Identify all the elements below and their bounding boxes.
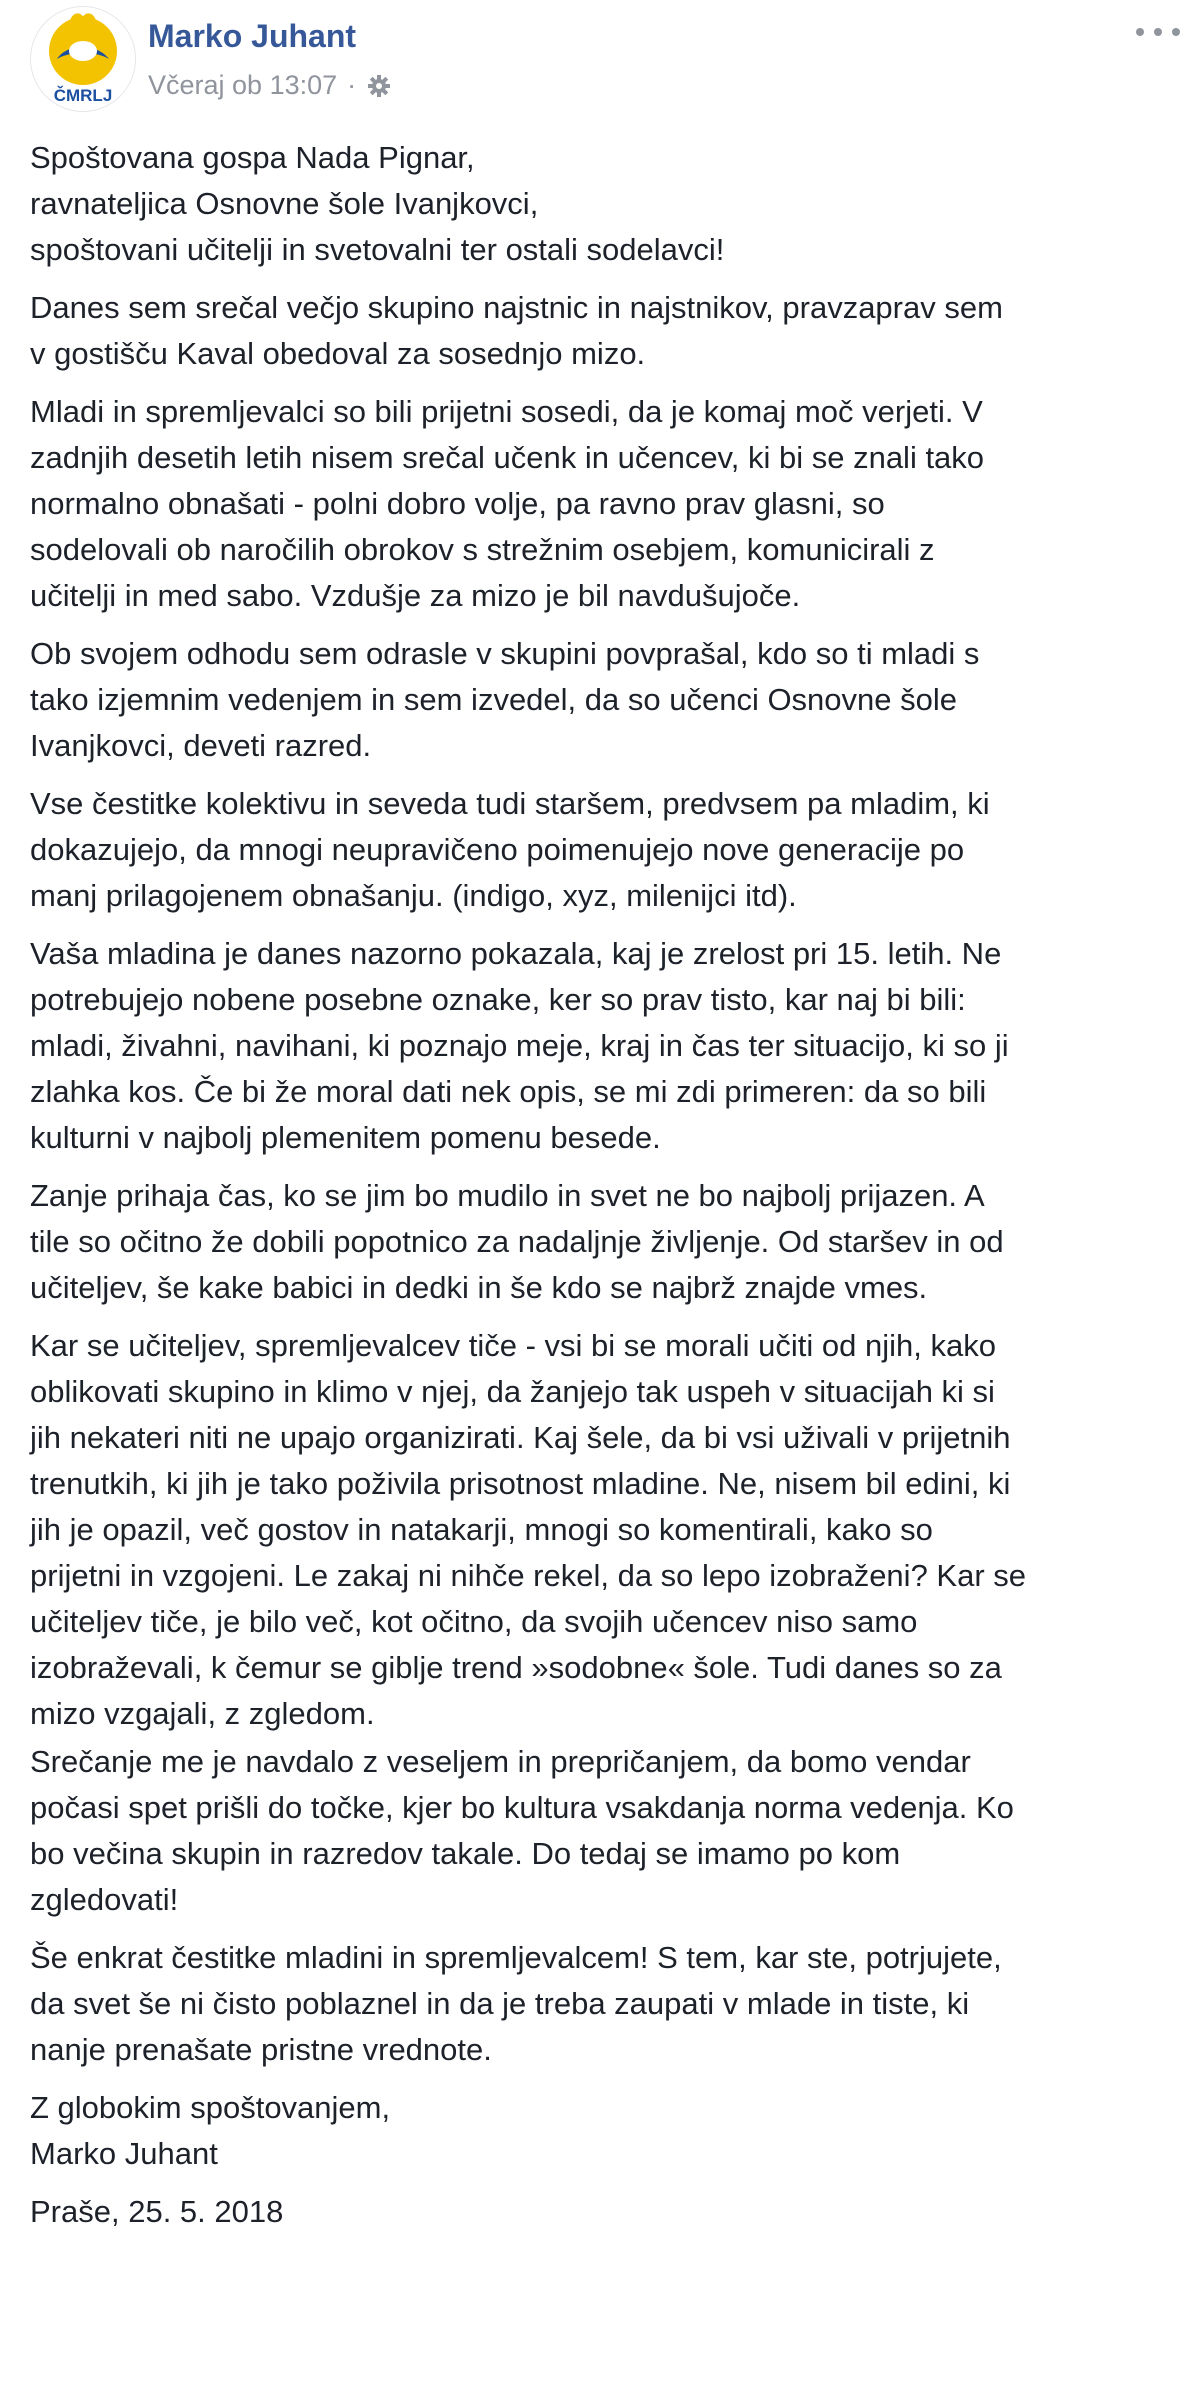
- paragraph-line: zlahka kos. Če bi že moral dati nek opis, se mi zdi primeren: da so bili: [30, 1074, 987, 1109]
- paragraph-line: Vse čestitke kolektivu in seveda tudi staršem, predvsem pa mladim, ki: [30, 786, 990, 821]
- paragraph-line: Z globokim spoštovanjem,: [30, 2090, 391, 2125]
- paragraph-line: sodelovali ob naročilih obrokov s strežnim osebjem, komunicirali z: [30, 532, 935, 567]
- paragraph-line: mladi, živahni, navihani, ki poznajo meje, kraj in čas ter situacijo, ki so ji: [30, 1028, 1009, 1063]
- post-paragraph: [30, 1323, 1175, 1737]
- post-paragraph: [30, 389, 1175, 619]
- post-header: [30, 6, 1180, 116]
- paragraph-line: Spoštovana gospa Nada Pignar,: [30, 140, 475, 175]
- gear-icon[interactable]: [366, 73, 392, 99]
- cmrlj-logo-icon: [31, 7, 135, 111]
- paragraph-line: trenutkih, ki jih je tako poživila prisotnost mladine. Ne, nisem bil edini, ki: [30, 1466, 1011, 1501]
- paragraph-line: mizo vzgajali, z zgledom.: [30, 1696, 375, 1731]
- post-timestamp[interactable]: Včeraj ob 13:07: [148, 70, 338, 100]
- paragraph-line: jih nekateri niti ne upajo organizirati. Kaj šele, da bi vsi uživali v prijetnih: [30, 1420, 1011, 1455]
- post-paragraph: [30, 631, 1175, 769]
- paragraph-line: Ob svojem odhodu sem odrasle v skupini povprašal, kdo so ti mladi s: [30, 636, 980, 671]
- paragraph-line: ravnateljica Osnovne šole Ivanjkovci,: [30, 186, 539, 221]
- paragraph-line: učiteljev tiče, je bilo več, kot očitno, da svojih učencev niso samo: [30, 1604, 918, 1639]
- paragraph-line: Ivanjkovci, deveti razred.: [30, 728, 372, 763]
- avatar[interactable]: [30, 6, 136, 112]
- paragraph-line: potrebujejo nobene posebne oznake, ker so prav tisto, kar naj bi bili:: [30, 982, 966, 1017]
- paragraph-line: zgledovati!: [30, 1882, 179, 1917]
- paragraph-line: v gostišču Kaval obedoval za sosednjo mizo.: [30, 336, 646, 371]
- paragraph-line: da svet še ni čisto poblaznel in da je treba zaupati v mlade in tiste, ki: [30, 1986, 970, 2021]
- paragraph-line: Praše, 25. 5. 2018: [30, 2194, 284, 2229]
- author-name[interactable]: Marko Juhant: [148, 18, 357, 54]
- paragraph-line: Srečanje me je navdalo z veseljem in prepričanjem, da bomo vendar: [30, 1744, 971, 1779]
- paragraph-line: nanje prenašate pristne vrednote.: [30, 2032, 492, 2067]
- avatar-label: ČMRLJ: [53, 86, 113, 105]
- paragraph-line: Marko Juhant: [30, 2136, 218, 2171]
- paragraph-line: Mladi in spremljevalci so bili prijetni sosedi, da je komaj moč verjeti. V: [30, 394, 983, 429]
- more-options-dot: [1136, 28, 1144, 36]
- paragraph-line: normalno obnašati - polni dobro volje, pa ravno prav glasni, so: [30, 486, 885, 521]
- paragraph-line: manj prilagojenem obnašanju. (indigo, xyz, milenijci itd).: [30, 878, 797, 913]
- paragraph-line: Še enkrat čestitke mladini in spremljevalcem! S tem, kar ste, potrjujete,: [30, 1940, 1002, 1975]
- paragraph-line: spoštovani učitelji in svetovalni ter ostali sodelavci!: [30, 232, 725, 267]
- paragraph-line: Zanje prihaja čas, ko se jim bo mudilo in svet ne bo najbolj prijazen. A: [30, 1178, 985, 1213]
- post-paragraph: [30, 1739, 1175, 1923]
- paragraph-line: počasi spet prišli do točke, kjer bo kultura vsakdanja norma vedenja. Ko: [30, 1790, 1014, 1825]
- post-meta: [148, 70, 392, 101]
- post-body: [30, 135, 1175, 2247]
- post-paragraph: [30, 931, 1175, 1161]
- paragraph-line: prijetni in vzgojeni. Le zakaj ni nihče rekel, da so lepo izobraženi? Kar se: [30, 1558, 1027, 1593]
- post-paragraph: [30, 1173, 1175, 1311]
- meta-separator: ·: [347, 70, 357, 100]
- post-paragraph: [30, 2189, 1175, 2235]
- paragraph-line: dokazujejo, da mnogi neupravičeno poimenujejo nove generacije po: [30, 832, 965, 867]
- paragraph-line: Danes sem srečal večjo skupino najstnic in najstnikov, pravzaprav sem: [30, 290, 1003, 325]
- paragraph-line: Vaša mladina je danes nazorno pokazala, kaj je zrelost pri 15. letih. Ne: [30, 936, 1002, 971]
- post-paragraph: [30, 781, 1175, 919]
- paragraph-line: jih je opazil, več gostov in natakarji, mnogi so komentirali, kako so: [30, 1512, 933, 1547]
- more-options-icon[interactable]: [1136, 20, 1180, 44]
- post-paragraph: [30, 135, 1175, 273]
- paragraph-line: tile so očitno že dobili popotnico za nadaljnje življenje. Od staršev in od: [30, 1224, 1004, 1259]
- more-options-dot: [1172, 28, 1180, 36]
- post-paragraph: [30, 1935, 1175, 2073]
- paragraph-line: učiteljev, še kake babici in dedki in še kdo se najbrž znajde vmes.: [30, 1270, 928, 1305]
- paragraph-line: bo večina skupin in razredov takale. Do tedaj se imamo po kom: [30, 1836, 901, 1871]
- more-options-dot: [1154, 28, 1162, 36]
- paragraph-line: izobraževali, k čemur se giblje trend »sodobne« šole. Tudi danes so za: [30, 1650, 1002, 1685]
- paragraph-line: zadnjih desetih letih nisem srečal učenk in učencev, ki bi se znali tako: [30, 440, 985, 475]
- post-paragraph: [30, 285, 1175, 377]
- paragraph-line: oblikovati skupino in klimo v njej, da žanjejo tak uspeh v situacijah ki si: [30, 1374, 995, 1409]
- paragraph-line: kulturni v najbolj plemenitem pomenu besede.: [30, 1120, 661, 1155]
- paragraph-line: učitelji in med sabo. Vzdušje za mizo je bil navdušujoče.: [30, 578, 801, 613]
- paragraph-line: tako izjemnim vedenjem in sem izvedel, da so učenci Osnovne šole: [30, 682, 958, 717]
- post-paragraph: [30, 2085, 1175, 2177]
- paragraph-line: Kar se učiteljev, spremljevalcev tiče - vsi bi se morali učiti od njih, kako: [30, 1328, 996, 1363]
